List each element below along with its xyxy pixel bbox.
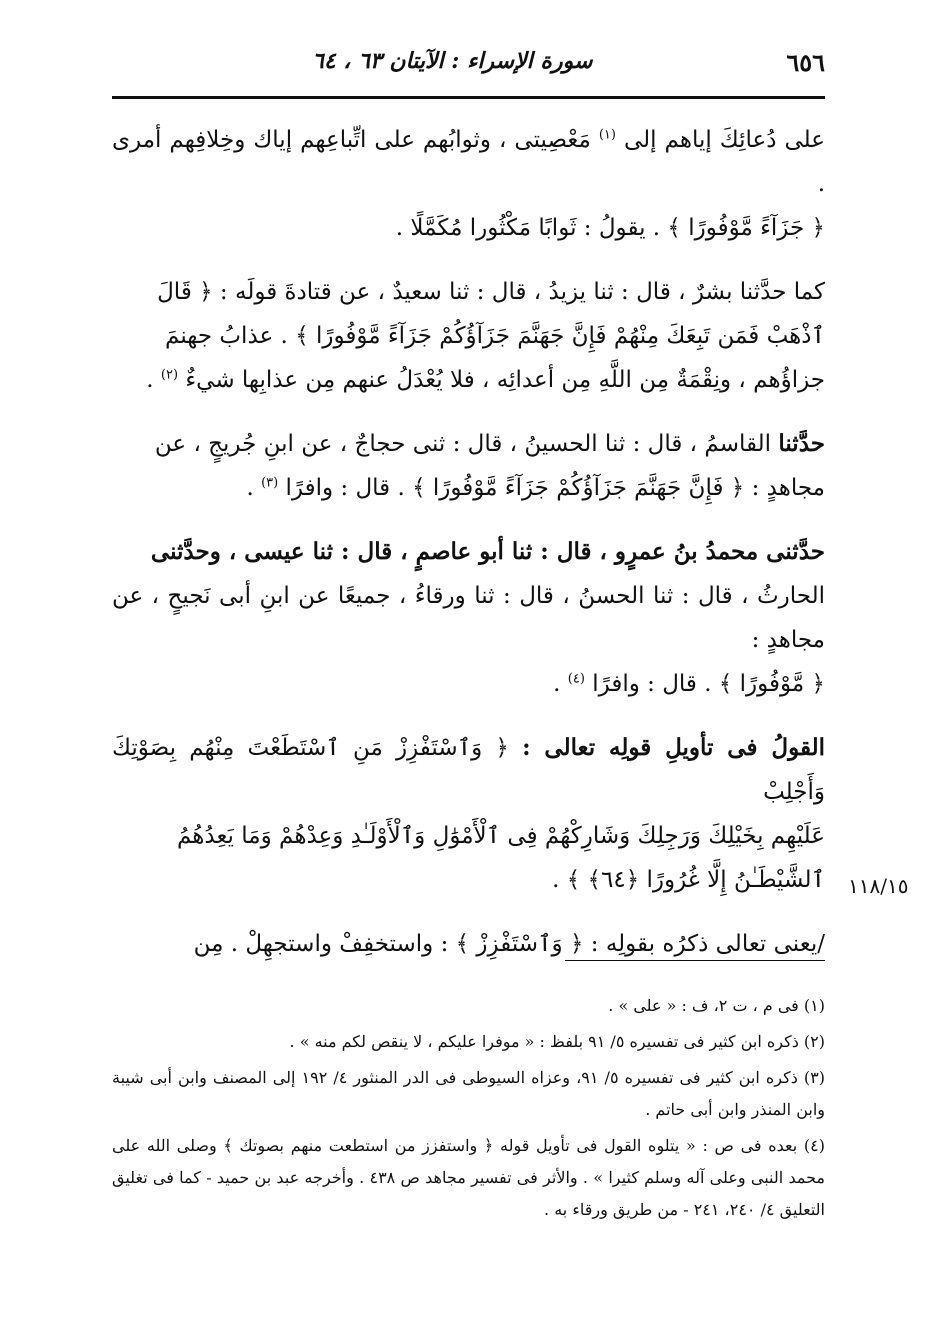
paragraph-2: [112, 270, 825, 402]
quran-quote: ﴿ فَإِنَّ جَهَنَّمَ جَزَآؤُكُمْ جَزَآءً مَّوْفُورًا ﴾: [412, 475, 745, 501]
text-line: [112, 726, 825, 814]
paragraph-1: [112, 118, 825, 250]
text-line: الحارثُ ، قال : ثنا الحسنُ ، قال : ثنا ورقاءُ ، جميعًا عن ابنِ أبى نَجيحٍ ، عن مجاهدٍ :: [112, 583, 825, 653]
quran-quote: ﴿ وَٱسْتَفْزِزْ ﴾: [455, 931, 584, 957]
quran-quote: ﴿ قَالَ: [157, 279, 213, 305]
quran-quote: ٱلشَّيْطَـٰنُ إِلَّا غُرُورًا ﴿٦٤﴾ ﴾: [566, 867, 825, 893]
text-span: . قال : وافرًا: [285, 475, 405, 501]
footnote-2: (٢) ذكره ابن كثير فى تفسيره ٥/ ٩١ بلفظ : « موفرا عليكم ، لا ينقص لكم منه » .: [289, 1032, 825, 1051]
text-line: [112, 422, 825, 466]
quran-line: عَلَيْهِم بِخَيْلِكَ وَرَجِلِكَ وَشَارِكْهُمْ فِى ٱلْأَمْوَٰلِ وَٱلْأَوْلَـٰدِ وَعِدْهُمْ وَمَا يَعِدُهُمُ: [176, 823, 825, 849]
footnote-3: (٣) ذكره ابن كثير فى تفسيره ٥/ ٩١، وعزاه السيوطى فى الدر المنثور ٤/ ١٩٢ إلى المصنف وابن أبى شيبة وابن المنذر وابن أبى حاتم .: [112, 1068, 826, 1119]
text-line: [112, 270, 825, 314]
paragraph-3: [112, 422, 825, 510]
text-span: : واستخفِفْ واستجهِلْ . مِن: [193, 931, 449, 957]
text-line: [112, 118, 825, 206]
text-span: مَعْصِيتى ، وثوابُهم على اتِّباعِهم إياك وخِلافِهم أمرى .: [112, 127, 825, 197]
paragraph-4: [112, 530, 825, 706]
text-span: مجاهدٍ :: [751, 475, 825, 501]
main-text: [112, 118, 825, 986]
section-heading: القولُ فى تأويلِ قولِه تعالى :: [522, 734, 825, 761]
text-line: [112, 358, 825, 402]
text-line: [112, 466, 825, 510]
text-span: .: [146, 367, 154, 393]
text-span: . قال : وافرًا: [592, 671, 712, 697]
quran-quote: ﴿ مَّوْفُورًا ﴾: [718, 671, 825, 697]
quran-quote: ٱذْهَبْ فَمَن تَبِعَكَ مِنْهُمْ فَإِنَّ جَهَنَّمَ جَزَآؤُكُمْ جَزَآءً مَّوْفُورًا ﴾: [295, 323, 825, 349]
footnote-marker: (٣): [261, 475, 279, 491]
text-span: جزاؤُهم ، ونِقْمَةٌ مِن اللَّهِ مِن أعدائِه ، فلا يُعْدَلُ عنهم مِن عذابِها شيءٌ: [185, 367, 825, 393]
footnote-1: (١) فى م ، ت ٢، ف : « على » .: [608, 996, 825, 1015]
quran-quote: ﴿ جَزَآءً مَّوْفُورًا ﴾: [667, 215, 825, 241]
footnotes: [112, 990, 825, 1230]
text-line: [112, 314, 825, 358]
text-span: . يقولُ : ثَوابًا مَكْثُورا مُكَمَّلًا .: [395, 215, 661, 241]
isnad-opener: حدَّثنا: [778, 430, 825, 457]
text-span: القاسمُ ، قال : ثنا الحسينُ ، قال : ثنى حجاجٌ ، عن ابنِ جُريجٍ ، عن: [154, 431, 772, 457]
text-line: [112, 206, 825, 250]
text-span: /يعنى تعالى ذكرُه بقولِه :: [590, 931, 825, 957]
header-rule: [112, 96, 825, 99]
margin-reference: ١١٨/١٥: [848, 874, 909, 898]
text-span: كما حدَّثنا بشرٌ ، قال : ثنا يزيدُ ، قال : ثنا سعيدٌ ، عن قتادةَ قولَه :: [219, 279, 825, 305]
text-span: .: [552, 867, 560, 893]
page-header: [112, 38, 825, 88]
footnote-4: (٤) بعده فى ص : « يتلوه القول فى تأويل قوله ﴿ واستفزز من استطعت منهم بصوتك ﴾ وصلى الله على محمد النبى وعلى آله وسلم كثيرا » . والأثر فى تفسير مجاهد ص ٤٣٨ . وأخرجه عبد بن حميد - كما فى تغليق التعليق ٤/ ٢٤٠، ٢٤١ - من طريق ورقاء به .: [112, 1136, 826, 1219]
text-line: [112, 662, 825, 706]
text-line: [112, 858, 825, 902]
quran-quote: ﴿ وَٱسْتَفْزِزْ مَنِ ٱسْتَطَعْتَ مِنْهُم بِصَوْتِكَ وَأَجْلِبْ: [112, 735, 825, 805]
footnote-marker: (١): [598, 127, 616, 143]
text-span: . عذابُ جهنمَ: [165, 323, 288, 349]
text-span: على دُعائِكَ إياهم إلى: [623, 127, 825, 153]
text-span: .: [553, 671, 561, 697]
text-span: .: [246, 475, 254, 501]
text-line: حدَّثنى محمدُ بنُ عمرٍو ، قال : ثنا أبو عاصمٍ ، قال : ثنا عيسى ، وحدَّثنى: [150, 538, 825, 565]
footnote-marker: (٢): [160, 367, 179, 383]
paragraph-5: [112, 726, 825, 902]
footnote-marker: (٤): [567, 671, 585, 687]
footnote-rule: [565, 960, 825, 961]
page-number: ٦٥٦: [786, 48, 825, 77]
running-title: سورة الإسراء : الآيتان ٦٣ ، ٦٤: [312, 48, 593, 74]
